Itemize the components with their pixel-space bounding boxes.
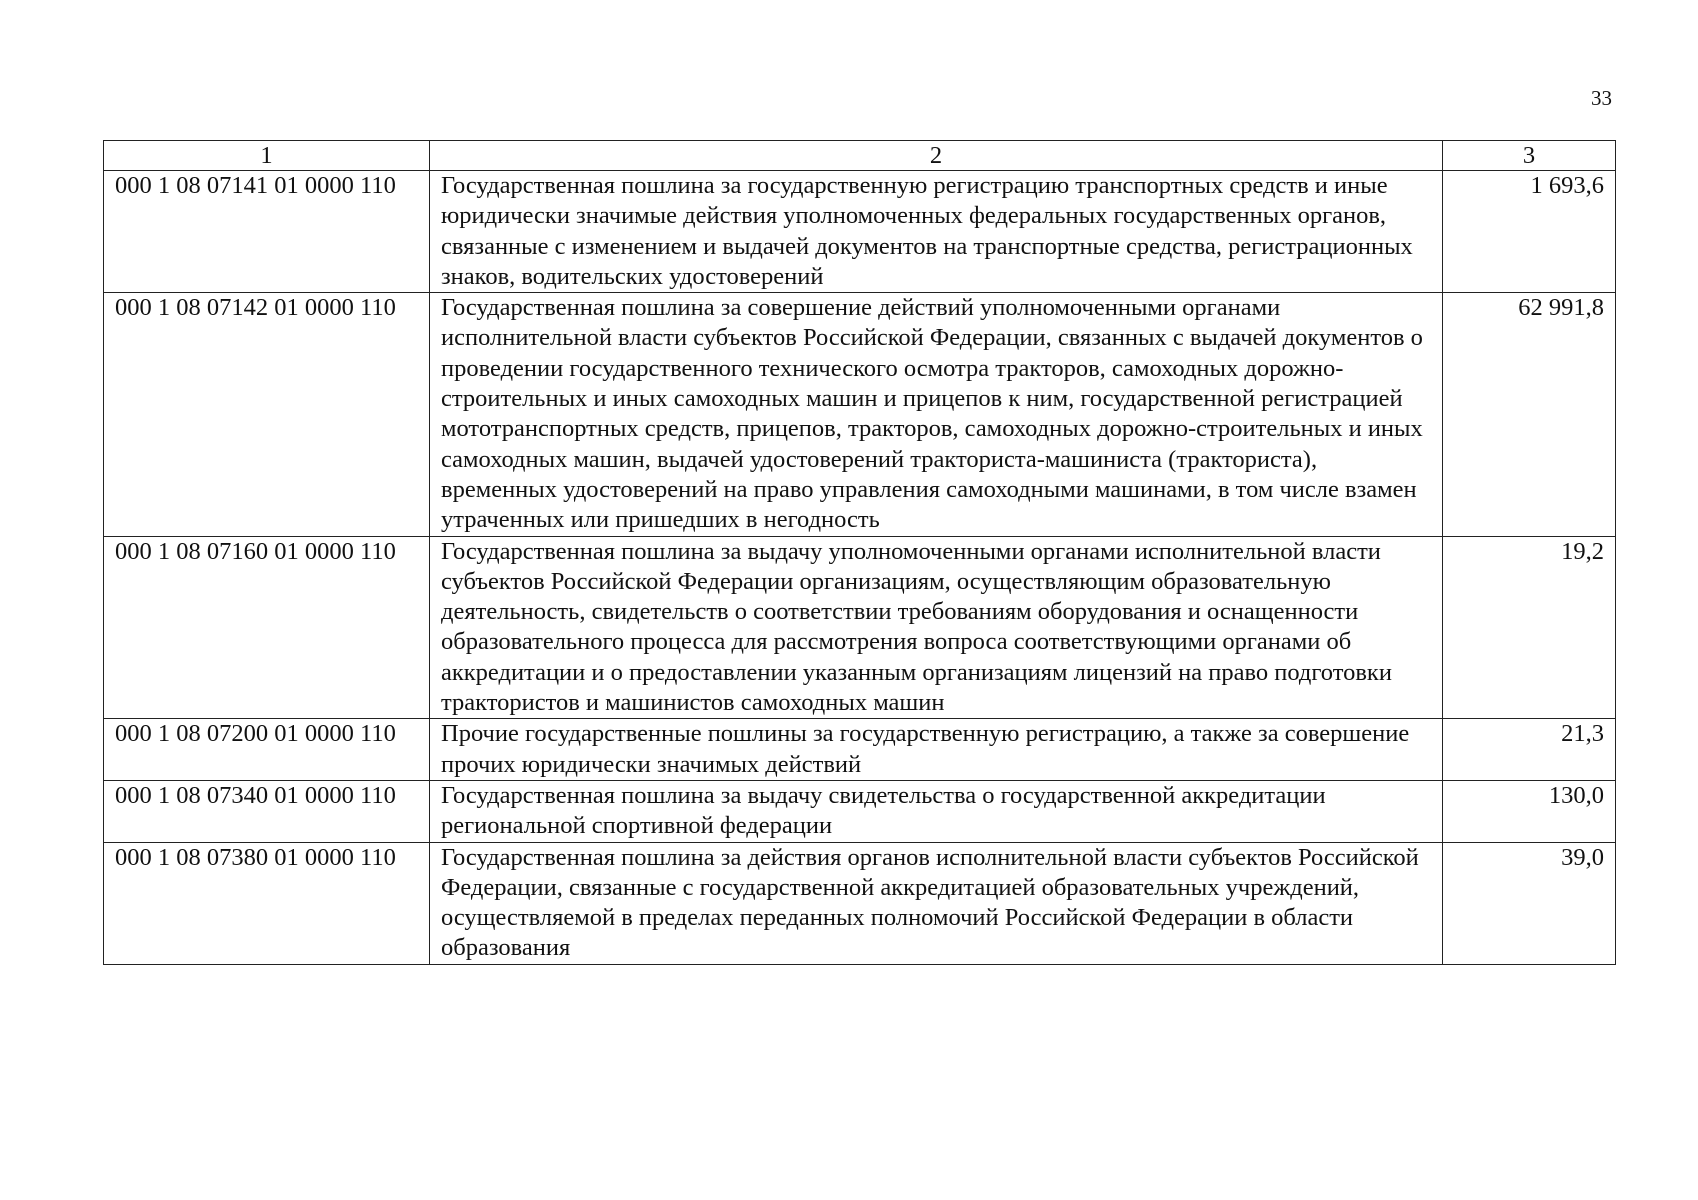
row-code: 000 1 08 07340 01 0000 110 [104, 780, 430, 842]
row-code: 000 1 08 07141 01 0000 110 [104, 171, 430, 293]
table-row [104, 293, 1616, 536]
row-name: Государственная пошлина за выдачу уполномоченными органами исполнительной власти субъектов Российской Федерации организациям, осуществляющим образовательную деятельность, свидетельств о соответствии требованиям оборудования и оснащенности образовательного процесса для рассмотрения вопроса соответствующими органами об аккредитации и о предоставлении указанным организациям лицензий на право подготовки трактористов и машинистов самоходных машин [430, 536, 1443, 719]
table-row [104, 171, 1616, 293]
column-header-name: 2 [430, 141, 1443, 171]
row-amount: 21,3 [1443, 719, 1616, 781]
row-name: Государственная пошлина за совершение действий уполномоченными органами исполнительной власти субъектов Российской Федерации, связанных с выдачей документов о проведении государственного технического осмотра тракторов, самоходных дорожно-строительных и иных самоходных машин и прицепов к ним, государственной регистрацией мототранспортных средств, прицепов, тракторов, самоходных дорожно-строительных и иных самоходных машин, выдачей удостоверений тракториста-машиниста (тракториста), временных удостоверений на право управления самоходными машинами, в том числе взамен утраченных или пришедших в негодность [430, 293, 1443, 536]
column-header-amount: 3 [1443, 141, 1616, 171]
header-row [104, 141, 1616, 171]
row-amount: 62 991,8 [1443, 293, 1616, 536]
row-amount: 1 693,6 [1443, 171, 1616, 293]
column-header-code: 1 [104, 141, 430, 171]
row-code: 000 1 08 07160 01 0000 110 [104, 536, 430, 719]
row-code: 000 1 08 07380 01 0000 110 [104, 842, 430, 964]
row-code: 000 1 08 07142 01 0000 110 [104, 293, 430, 536]
row-code: 000 1 08 07200 01 0000 110 [104, 719, 430, 781]
row-amount: 130,0 [1443, 780, 1616, 842]
row-amount: 39,0 [1443, 842, 1616, 964]
row-name: Государственная пошлина за государственную регистрацию транспортных средств и иные юридически значимые действия уполномоченных федеральных государственных органов, связанные с изменением и выдачей документов на транспортные средства, регистрационных знаков, водительских удостоверений [430, 171, 1443, 293]
page-number: 33 [1591, 86, 1612, 110]
table-row [104, 842, 1616, 964]
table-row [104, 780, 1616, 842]
table-row [104, 536, 1616, 719]
revenue-table [103, 140, 1616, 965]
row-name: Государственная пошлина за действия органов исполнительной власти субъектов Российской Федерации, связанные с государственной аккредитацией образовательных учреждений, осуществляемой в пределах переданных полномочий Российской Федерации в области образования [430, 842, 1443, 964]
row-name: Прочие государственные пошлины за государственную регистрацию, а также за совершение прочих юридически значимых действий [430, 719, 1443, 781]
row-name: Государственная пошлина за выдачу свидетельства о государственной аккредитации региональной спортивной федерации [430, 780, 1443, 842]
table-row [104, 719, 1616, 781]
row-amount: 19,2 [1443, 536, 1616, 719]
